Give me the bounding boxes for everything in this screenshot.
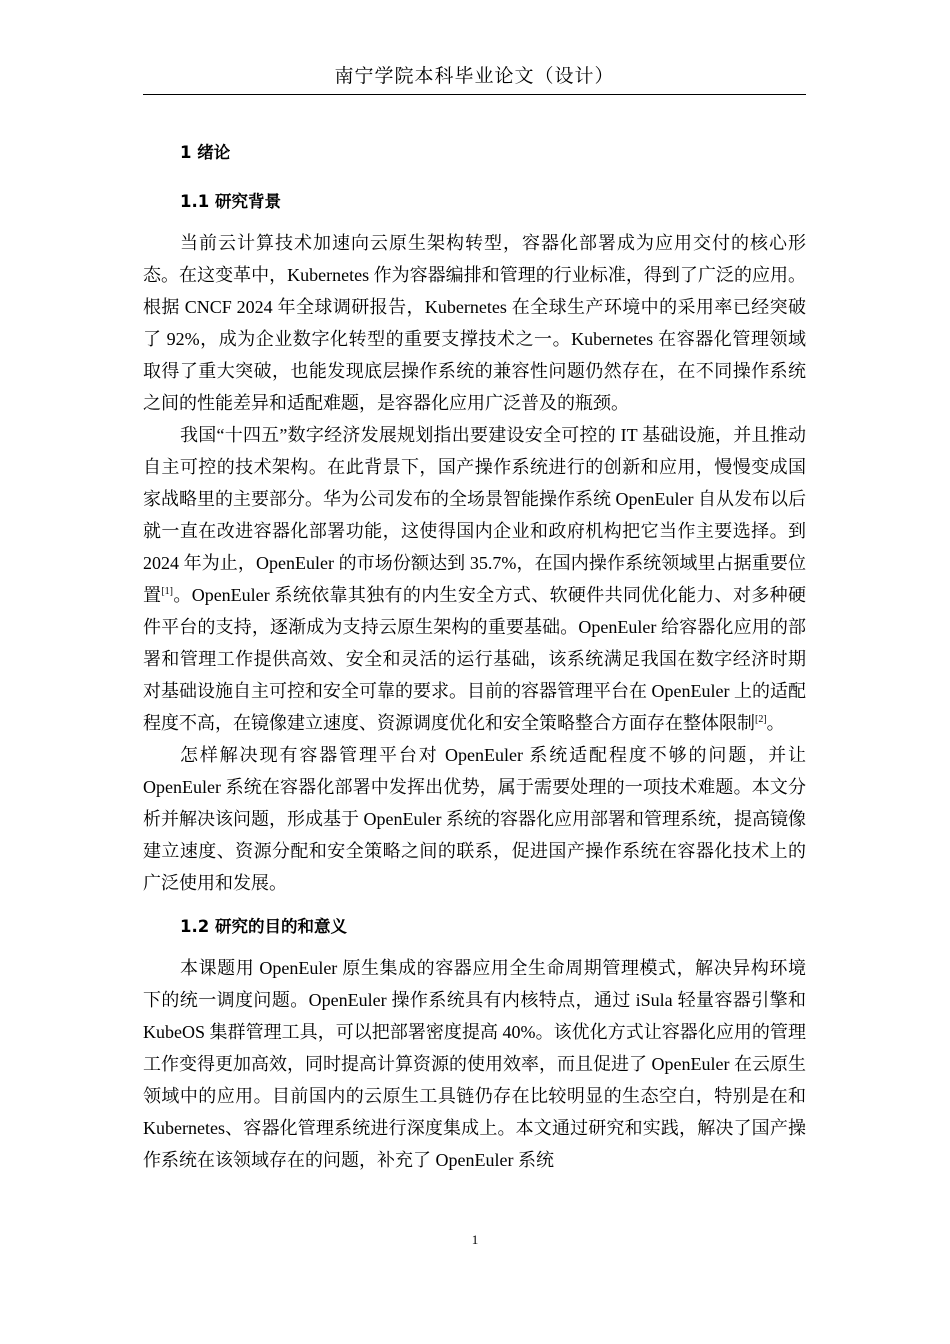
section-heading-1-1: 1.1 研究背景	[180, 192, 281, 211]
citation-ref: [1]	[161, 586, 174, 597]
paragraph-background-1: 当前云计算技术加速向云原生架构转型，容器化部署成为应用交付的核心形态。在这变革中，Kubernetes 作为容器编排和管理的行业标准，得到了广泛的应用。根据 CNCF 2024 年全球调研报告，Kubernetes 在全球生产环境中的采用率已经突破了 92%，成为企业数字化转型的重要支撑技术之一。Kubernetes 在容器化管理领域取得了重大突破，也能发现底层操作系统的兼容性问题仍然存在，在不同操作系统之间的性能差异和适配难题，是容器化应用广泛普及的瓶颈。	[143, 233, 806, 413]
page-header	[143, 62, 806, 95]
paragraph-text: 。	[766, 713, 785, 733]
header-title: 南宁学院本科毕业论文（设计）	[334, 66, 615, 87]
paragraph-background-3: 怎样解决现有容器管理平台对 OpenEuler 系统适配程度不够的问题，并让 OpenEuler 系统在容器化部署中发挥出优势，属于需要处理的一项技术难题。本文分析并解决该问题，形成基于 OpenEuler 系统的容器化应用部署和管理系统，提高镜像建立速度、资源分配和安全策略之间的联系，促进国产操作系统在容器化技术上的广泛使用和发展。	[143, 745, 806, 893]
section-heading-1-2: 1.2 研究的目的和意义	[180, 917, 347, 936]
paragraph-purpose-1: 本课题用 OpenEuler 原生集成的容器应用全生命周期管理模式，解决异构环境下的统一调度问题。OpenEuler 操作系统具有内核特点，通过 iSula 轻量容器引擎和 KubeOS 集群管理工具，可以把部署密度提高 40%。该优化方式让容器化应用的管理工作变得更加高效，同时提高计算资源的使用效率，而且促进了 OpenEuler 在云原生领域中的应用。目前国内的云原生工具链仍存在比较明显的生态空白，特别是在和 Kubernetes、容器化管理系统进行深度集成上。本文通过研究和实践，解决了国产操作系统在该领域存在的问题，补充了 OpenEuler 系统	[143, 958, 806, 1170]
document-body	[143, 132, 806, 1176]
citation-ref: [2]	[755, 714, 767, 725]
paragraph-text: 我国“十四五”数字经济发展规划指出要建设安全可控的 IT 基础设施，并且推动自主可控的技术架构。在此背景下，国产操作系统进行的创新和应用，慢慢变成国家战略里的主要部分。华为公司发布的全场景智能操作系统 OpenEuler 自从发布以后就一直在改进容器化部署功能，这使得国内企业和政府机构把它当作主要选择。到 2024 年为止，OpenEuler 的市场份额达到 35.7%，在国内操作系统领域里占据重要位置	[143, 425, 806, 605]
chapter-heading: 1 绪论	[180, 143, 231, 162]
paragraph-background-2	[143, 419, 806, 739]
page-number: 1	[471, 1232, 479, 1247]
paragraph-text: 。OpenEuler 系统依靠其独有的内生安全方式、软硬件共同优化能力、对多种硬件平台的支持，逐渐成为支持云原生架构的重要基础。OpenEuler 给容器化应用的部署和管理工作提供高效、安全和灵活的运行基础，该系统满足我国在数字经济时期对基础设施自主可控和安全可靠的要求。目前的容器管理平台在 OpenEuler 上的适配程度不高，在镜像建立速度、资源调度优化和安全策略整合方面存在整体限制	[143, 585, 807, 733]
